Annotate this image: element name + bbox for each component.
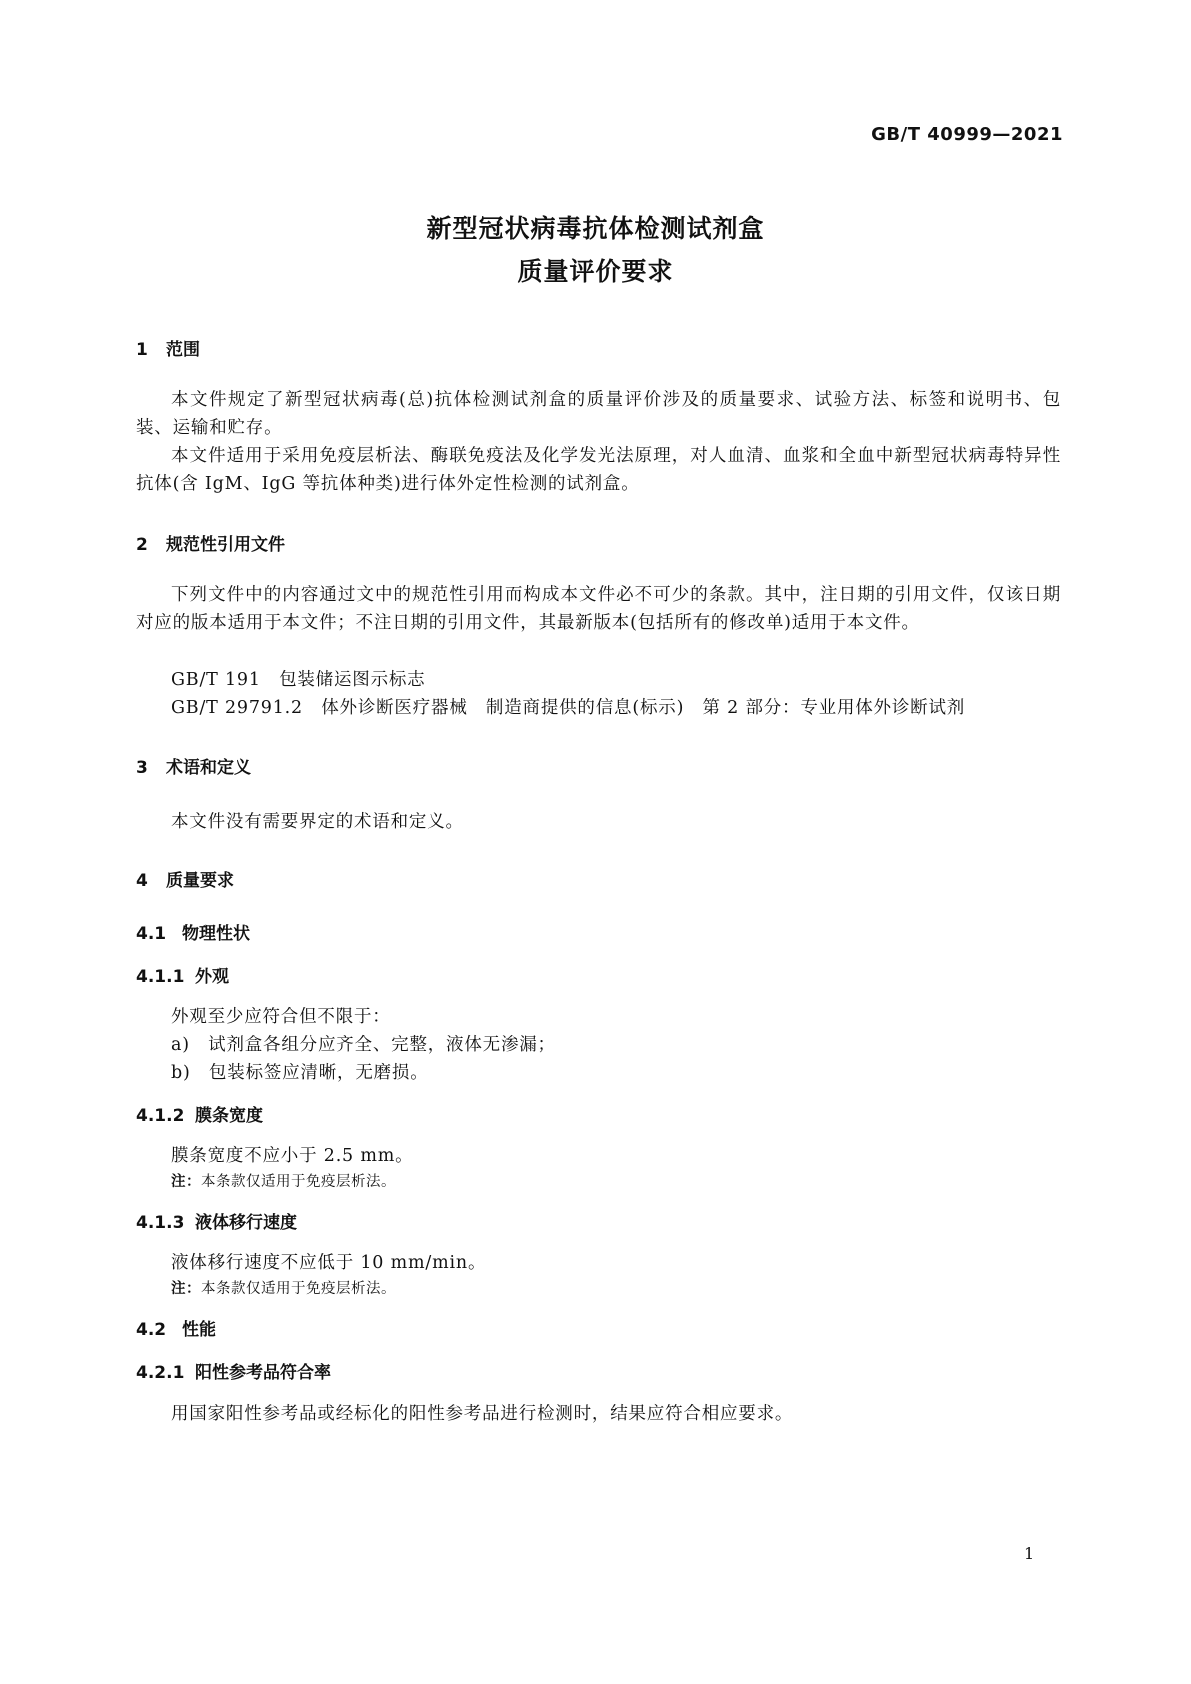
- section-title: 外观: [195, 967, 229, 987]
- section-4-1-heading: [136, 919, 250, 944]
- strip-width-requirement: 膜条宽度不应小于 2.5 mm。: [171, 1146, 414, 1166]
- appearance-item-b: b) 包装标签应清晰，无磨损。: [171, 1063, 429, 1083]
- note-text: 本条款仅适用于免疫层析法。: [201, 1174, 396, 1190]
- section-title: 规范性引用文件: [166, 535, 285, 555]
- section-number: 4.1: [136, 924, 167, 944]
- section-title: 范围: [166, 340, 200, 360]
- section-title: 液体移行速度: [195, 1213, 297, 1233]
- section-title: 术语和定义: [166, 758, 251, 778]
- section-3-heading: [136, 753, 251, 778]
- reference-item-1: GB/T 191 包装储运图示标志: [171, 670, 426, 690]
- section-title: 阳性参考品符合率: [195, 1363, 331, 1383]
- appearance-intro: 外观至少应符合但不限于：: [171, 1007, 391, 1027]
- section-title: 性能: [182, 1320, 216, 1340]
- section-number: 3: [136, 758, 148, 778]
- section-2-heading: [136, 530, 285, 555]
- section-number: 4.1.1: [136, 967, 185, 987]
- section-4-1-1-heading: [136, 962, 229, 987]
- note-label: 注：: [171, 1173, 201, 1190]
- note-label: 注：: [171, 1280, 201, 1297]
- standard-code: GB/T 40999—2021: [871, 124, 1063, 145]
- section-4-2-1-heading: [136, 1358, 331, 1383]
- section-number: 2: [136, 535, 148, 555]
- document-title-line1: 新型冠状病毒抗体检测试剂盒: [426, 214, 765, 243]
- positive-reference-requirement: 用国家阳性参考品或经标化的阳性参考品进行检测时，结果应符合相应要求。: [171, 1404, 794, 1424]
- section-number: 4.2.1: [136, 1363, 185, 1383]
- section-title: 物理性状: [182, 924, 250, 944]
- references-paragraph: 下列文件中的内容通过文中的规范性引用而构成本文件必不可少的条款。其中，注日期的引用文件，仅该日期对应的版本适用于本文件；不注日期的引用文件，其最新版本(包括所有的修改单)适用于本文件。: [136, 585, 1061, 633]
- section-title: 膜条宽度: [195, 1106, 263, 1126]
- note-strip-width: [171, 1170, 396, 1191]
- scope-paragraph-1: 本文件规定了新型冠状病毒(总)抗体检测试剂盒的质量评价涉及的质量要求、试验方法、标签和说明书、包装、运输和贮存。: [136, 390, 1061, 438]
- section-number: 4.2: [136, 1320, 167, 1340]
- section-title: 质量要求: [166, 871, 234, 891]
- section-number: 4: [136, 871, 148, 891]
- scope-paragraph-2: 本文件适用于采用免疫层析法、酶联免疫法及化学发光法原理，对人血清、血浆和全血中新型冠状病毒特异性抗体(含 IgM、IgG 等抗体种类)进行体外定性检测的试剂盒。: [136, 446, 1061, 494]
- section-number: 4.1.2: [136, 1106, 185, 1126]
- section-4-heading: [136, 866, 234, 891]
- section-4-1-2-heading: [136, 1101, 263, 1126]
- page-number: 1: [1024, 1544, 1035, 1563]
- document-title-line2: 质量评价要求: [517, 257, 674, 286]
- section-1-heading: [136, 335, 200, 360]
- section-4-2-heading: [136, 1315, 216, 1340]
- terms-paragraph: 本文件没有需要界定的术语和定义。: [171, 812, 464, 832]
- appearance-item-a: a) 试剂盒各组分应齐全、完整，液体无渗漏；: [171, 1035, 556, 1055]
- flow-speed-requirement: 液体移行速度不应低于 10 mm/min。: [171, 1253, 487, 1273]
- section-number: 4.1.3: [136, 1213, 185, 1233]
- section-4-1-3-heading: [136, 1208, 297, 1233]
- section-number: 1: [136, 340, 148, 360]
- note-text: 本条款仅适用于免疫层析法。: [201, 1281, 396, 1297]
- reference-item-2: GB/T 29791.2 体外诊断医疗器械 制造商提供的信息(标示) 第 2 部分：专业用体外诊断试剂: [171, 698, 966, 718]
- note-flow-speed: [171, 1277, 396, 1298]
